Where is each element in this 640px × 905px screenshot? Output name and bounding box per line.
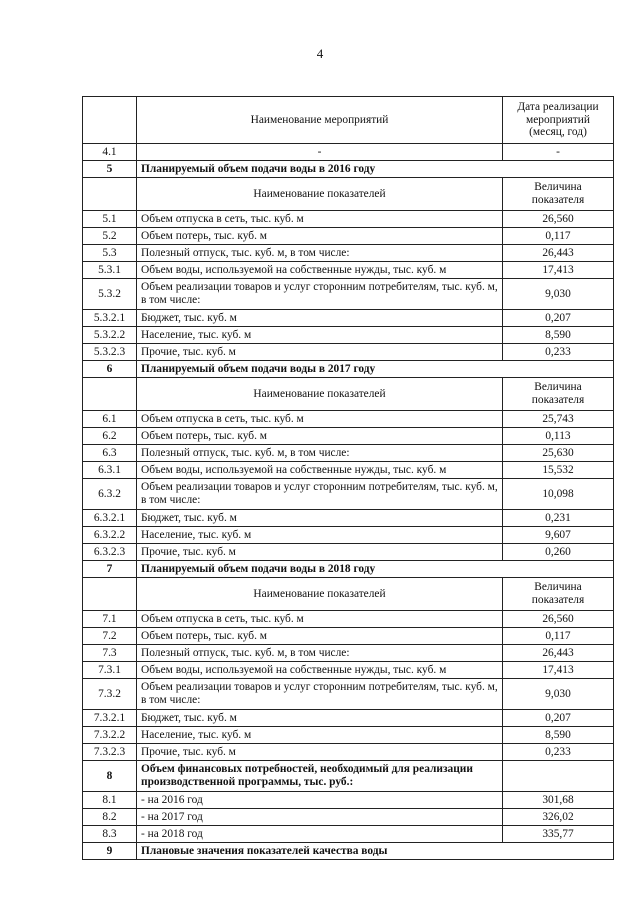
row-value: 26,443 — [503, 245, 614, 262]
row-name: Объем отпуска в сеть, тыс. куб. м — [137, 611, 503, 628]
table-row — [83, 228, 614, 245]
row-number: 7.1 — [83, 611, 137, 628]
section-title: Плановые значения показателей качества воды — [137, 843, 614, 860]
section-header-num — [83, 178, 137, 211]
row-value: 25,630 — [503, 445, 614, 462]
row-name: Объем потерь, тыс. куб. м — [137, 428, 503, 445]
row-name: - — [137, 144, 503, 161]
row-value: 17,413 — [503, 262, 614, 279]
row-name: Полезный отпуск, тыс. куб. м, в том числе: — [137, 445, 503, 462]
row-name: - на 2016 год — [137, 792, 503, 809]
row-number: 7.3.1 — [83, 662, 137, 679]
row-name: Объем реализации товаров и услуг сторонним потребителям, тыс. куб. м, в том числе: — [137, 479, 503, 510]
table-row — [83, 628, 614, 645]
row-name: Население, тыс. куб. м — [137, 527, 503, 544]
section-header-name: Наименование показателей — [137, 578, 503, 611]
section-header-value: Величина показателя — [503, 578, 614, 611]
program-table — [82, 96, 614, 860]
row-name: Полезный отпуск, тыс. куб. м, в том числе: — [137, 245, 503, 262]
row-value: 25,743 — [503, 411, 614, 428]
row-value: 326,02 — [503, 809, 614, 826]
table-row — [83, 462, 614, 479]
row-name: Объем реализации товаров и услуг сторонним потребителям, тыс. куб. м, в том числе: — [137, 279, 503, 310]
section-title: Планируемый объем подачи воды в 2018 году — [137, 561, 614, 578]
section-header-name: Наименование показателей — [137, 178, 503, 211]
row-number: 6.1 — [83, 411, 137, 428]
section-title: Планируемый объем подачи воды в 2016 году — [137, 161, 614, 178]
table-row — [83, 826, 614, 843]
row-number: 5.3.2.3 — [83, 344, 137, 361]
row-number: 5.1 — [83, 211, 137, 228]
row-name: Бюджет, тыс. куб. м — [137, 310, 503, 327]
table-row — [83, 792, 614, 809]
table-row — [83, 445, 614, 462]
row-value: 26,443 — [503, 645, 614, 662]
row-value: 9,030 — [503, 679, 614, 710]
row-value: 0,117 — [503, 628, 614, 645]
table-row — [83, 809, 614, 826]
table-row — [83, 344, 614, 361]
row-name: Прочие, тыс. куб. м — [137, 744, 503, 761]
table-row — [83, 211, 614, 228]
section-title: Планируемый объем подачи воды в 2017 году — [137, 361, 614, 378]
row-name: Объем воды, используемой на собственные нужды, тыс. куб. м — [137, 262, 503, 279]
row-name: Полезный отпуск, тыс. куб. м, в том числе: — [137, 645, 503, 662]
row-number: 4.1 — [83, 144, 137, 161]
row-number: 8.2 — [83, 809, 137, 826]
section-title-row — [83, 761, 614, 792]
row-name: - на 2017 год — [137, 809, 503, 826]
section-title: Объем финансовых потребностей, необходимый для реализации производственной программы, тыс. руб.: — [137, 761, 503, 792]
table-row — [83, 262, 614, 279]
row-name: Население, тыс. куб. м — [137, 727, 503, 744]
row-value: 15,532 — [503, 462, 614, 479]
section-title-row — [83, 561, 614, 578]
section-number: 9 — [83, 843, 137, 860]
row-name: Население, тыс. куб. м — [137, 327, 503, 344]
row-value: 0,231 — [503, 510, 614, 527]
row-value: 0,233 — [503, 744, 614, 761]
row-number: 7.2 — [83, 628, 137, 645]
table-row — [83, 510, 614, 527]
page-number: 4 — [316, 46, 324, 61]
row-value: 17,413 — [503, 662, 614, 679]
row-number: 5.2 — [83, 228, 137, 245]
row-number: 6.2 — [83, 428, 137, 445]
table-row — [83, 727, 614, 744]
section-title-row — [83, 161, 614, 178]
row-name: - на 2018 год — [137, 826, 503, 843]
row-number: 5.3.1 — [83, 262, 137, 279]
table-row — [83, 310, 614, 327]
table-row — [83, 662, 614, 679]
table-row — [83, 710, 614, 727]
table-row — [83, 611, 614, 628]
section-header-row — [83, 578, 614, 611]
row-value: 0,260 — [503, 544, 614, 561]
row-value: 8,590 — [503, 327, 614, 344]
row-number: 7.3 — [83, 645, 137, 662]
section-title-row — [83, 361, 614, 378]
row-value: 26,560 — [503, 611, 614, 628]
row-name: Прочие, тыс. куб. м — [137, 344, 503, 361]
row-number: 6.3 — [83, 445, 137, 462]
row-value: - — [503, 144, 614, 161]
row-value: 9,607 — [503, 527, 614, 544]
table-row — [83, 744, 614, 761]
section-header-value: Величина показателя — [503, 378, 614, 411]
row-number: 6.3.1 — [83, 462, 137, 479]
row-number: 6.3.2.3 — [83, 544, 137, 561]
row-name: Объем воды, используемой на собственные нужды, тыс. куб. м — [137, 662, 503, 679]
row-number: 7.3.2.2 — [83, 727, 137, 744]
section-title-row — [83, 843, 614, 860]
section-value-empty — [503, 761, 614, 792]
row-name: Бюджет, тыс. куб. м — [137, 510, 503, 527]
row-value: 335,77 — [503, 826, 614, 843]
table-row — [83, 544, 614, 561]
row-number: 6.3.2.2 — [83, 527, 137, 544]
section-number: 7 — [83, 561, 137, 578]
section-header-name: Наименование показателей — [137, 378, 503, 411]
row-name: Объем потерь, тыс. куб. м — [137, 228, 503, 245]
row-name: Объем потерь, тыс. куб. м — [137, 628, 503, 645]
row-number: 6.3.2 — [83, 479, 137, 510]
row-number: 6.3.2.1 — [83, 510, 137, 527]
table-row — [83, 279, 614, 310]
row-name: Объем отпуска в сеть, тыс. куб. м — [137, 411, 503, 428]
row-name: Объем отпуска в сеть, тыс. куб. м — [137, 211, 503, 228]
section-number: 8 — [83, 761, 137, 792]
row-value: 0,113 — [503, 428, 614, 445]
row-name: Прочие, тыс. куб. м — [137, 544, 503, 561]
row-number: 7.3.2 — [83, 679, 137, 710]
row-number: 7.3.2.1 — [83, 710, 137, 727]
row-number: 8.1 — [83, 792, 137, 809]
row-value: 0,233 — [503, 344, 614, 361]
row-number: 5.3 — [83, 245, 137, 262]
row-value: 0,117 — [503, 228, 614, 245]
section-number: 5 — [83, 161, 137, 178]
table-row — [83, 679, 614, 710]
table-row — [83, 411, 614, 428]
table-row — [83, 144, 614, 161]
table-header-row — [83, 97, 614, 144]
header-name-cell: Наименование мероприятий — [137, 97, 503, 144]
section-header-num — [83, 578, 137, 611]
table-row — [83, 527, 614, 544]
table-row — [83, 645, 614, 662]
row-name: Объем воды, используемой на собственные нужды, тыс. куб. м — [137, 462, 503, 479]
section-header-row — [83, 378, 614, 411]
row-number: 5.3.2.1 — [83, 310, 137, 327]
section-header-value: Величина показателя — [503, 178, 614, 211]
row-name: Бюджет, тыс. куб. м — [137, 710, 503, 727]
row-value: 0,207 — [503, 310, 614, 327]
row-value: 301,68 — [503, 792, 614, 809]
row-value: 10,098 — [503, 479, 614, 510]
row-name: Объем реализации товаров и услуг сторонним потребителям, тыс. куб. м, в том числе: — [137, 679, 503, 710]
header-date-cell: Дата реализации мероприятий (месяц, год) — [503, 97, 614, 144]
section-header-num — [83, 378, 137, 411]
table-row — [83, 479, 614, 510]
table-row — [83, 245, 614, 262]
header-num-cell — [83, 97, 137, 144]
row-value: 9,030 — [503, 279, 614, 310]
table-row — [83, 327, 614, 344]
row-number: 7.3.2.3 — [83, 744, 137, 761]
row-number: 5.3.2 — [83, 279, 137, 310]
table-row — [83, 428, 614, 445]
section-header-row — [83, 178, 614, 211]
row-value: 8,590 — [503, 727, 614, 744]
row-number: 5.3.2.2 — [83, 327, 137, 344]
row-number: 8.3 — [83, 826, 137, 843]
section-number: 6 — [83, 361, 137, 378]
row-value: 26,560 — [503, 211, 614, 228]
row-value: 0,207 — [503, 710, 614, 727]
